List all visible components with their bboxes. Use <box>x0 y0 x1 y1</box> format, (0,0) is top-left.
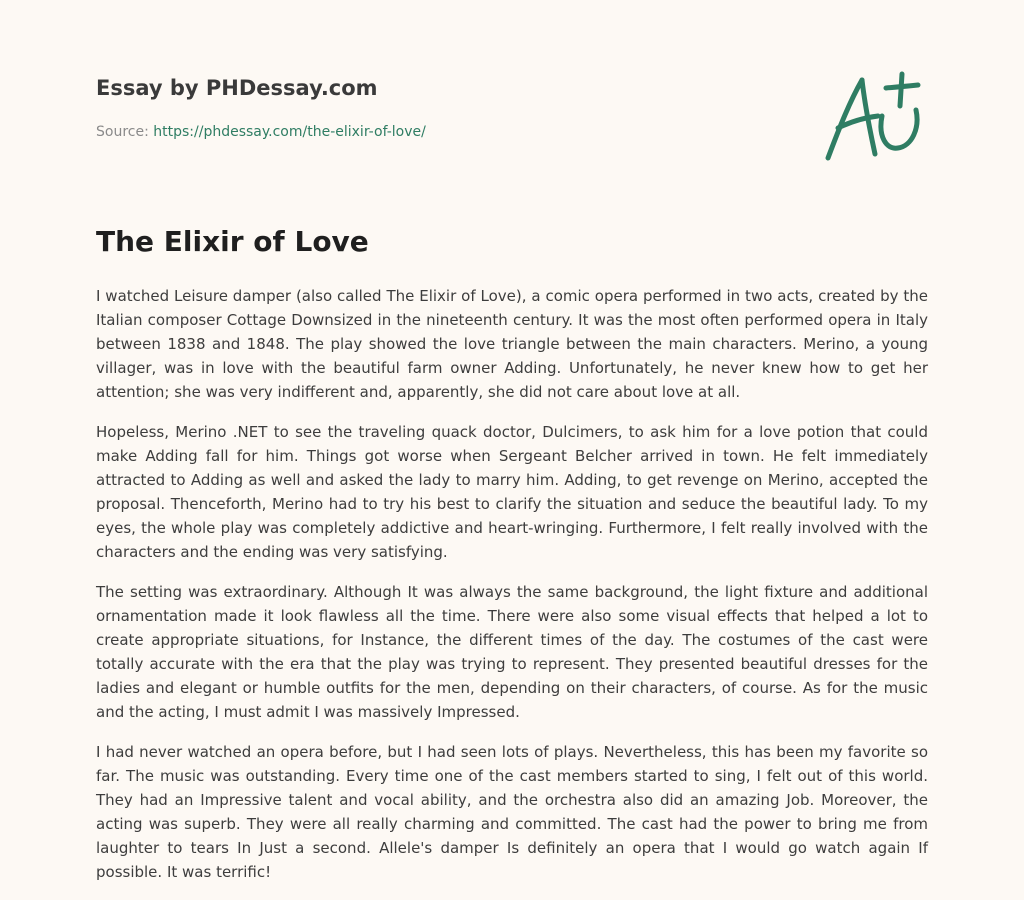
essay-paragraph: I had never watched an opera before, but I had seen lots of plays. Nevertheless, this has been my favorite so far. The music was outstanding. Every time one of the cast members started to sing, I felt out of this world. They had an Impressive talent and vocal ability, and the orchestra also did an amazing Job. Moreover, the acting was superb. They were all really charming and committed. The cast had the power to bring me from laughter to tears In Just a second. Allele's damper Is definitely an opera that I would go watch again If possible. It was terrific! <box>96 743 928 881</box>
source-link[interactable]: https://phdessay.com/the-elixir-of-love/ <box>153 124 426 140</box>
source-line <box>96 124 426 140</box>
source-label: Source: <box>96 124 154 140</box>
essay-paragraph: Hopeless, Merino .NET to see the traveling quack doctor, Dulcimers, to ask him for a love potion that could make Adding fall for him. Things got worse when Sergeant Belcher arrived in town. He felt immediately attracted to Adding as well and asked the lady to marry him. Adding, to get revenge on Merino, accepted the proposal. Thenceforth, Merino had to try his best to clarify the situation and seduce the beautiful lady. To my eyes, the whole play was completely addictive and heart-wringing. Furthermore, I felt really involved with the characters and the ending was very satisfying. <box>96 423 928 561</box>
brand-title: Essay by PHDessay.com <box>96 76 378 100</box>
essay-body <box>96 284 928 900</box>
essay-paragraph: I watched Leisure damper (also called The Elixir of Love), a comic opera performed in two acts, created by the Italian composer Cottage Downsized in the nineteenth century. It was the most often performed opera in Italy between 1838 and 1848. The play showed the love triangle between the main characters. Merino, a young villager, was in love with the beautiful farm owner Adding. Unfortunately, he never knew how to get her attention; she was very indifferent and, apparently, she did not care about love at all. <box>96 287 928 401</box>
essay-paragraph: The setting was extraordinary. Although It was always the same background, the light fixture and additional ornamentation made it look flawless all the time. There were also some visual effects that helped a lot to create appropriate situations, for Instance, the different times of the day. The costumes of the cast were totally accurate with the era that the play was trying to represent. They presented beautiful dresses for the ladies and elegant or humble outfits for the men, depending on their characters, of course. As for the music and the acting, I must admit I was massively Impressed. <box>96 583 928 721</box>
essay-title: The Elixir of Love <box>96 225 369 258</box>
a-plus-logo-icon <box>820 66 930 166</box>
